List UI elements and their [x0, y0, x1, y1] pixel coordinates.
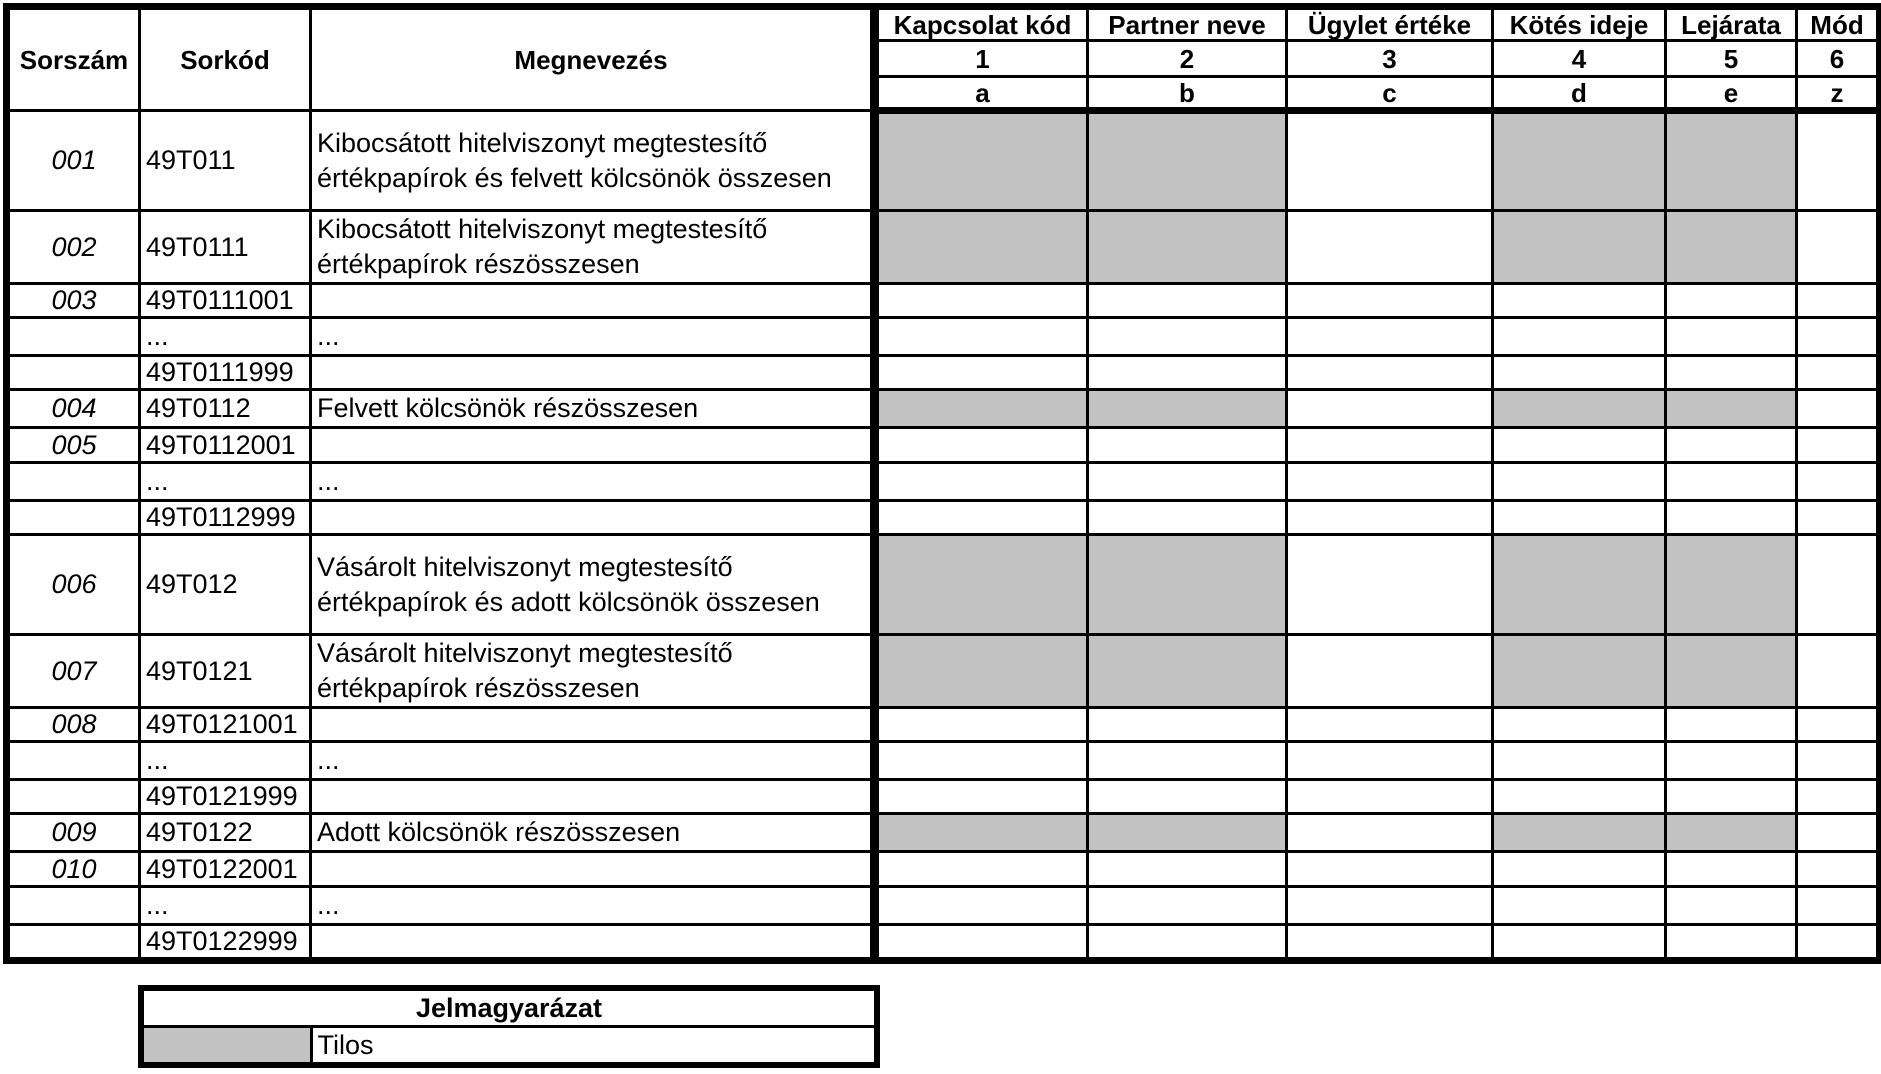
input-cell[interactable]	[1797, 852, 1880, 887]
input-cell[interactable]	[875, 887, 1088, 925]
input-cell[interactable]	[1287, 284, 1493, 318]
input-cell[interactable]	[1287, 887, 1493, 925]
input-cell[interactable]	[1797, 814, 1880, 852]
row-serial: 008	[7, 708, 140, 742]
row-serial: 006	[7, 535, 140, 635]
forbidden-cell	[875, 814, 1088, 852]
input-cell[interactable]	[1088, 742, 1287, 780]
header-code: Sorkód	[140, 7, 311, 111]
input-cell[interactable]	[1287, 635, 1493, 708]
row-name	[311, 708, 875, 742]
table-row	[7, 356, 1880, 390]
input-cell[interactable]	[1797, 284, 1880, 318]
row-serial	[7, 887, 140, 925]
header-col-title: Kapcsolat kód	[875, 7, 1088, 41]
input-cell[interactable]	[1666, 356, 1797, 390]
input-cell[interactable]	[1287, 814, 1493, 852]
input-cell[interactable]	[1493, 742, 1666, 780]
input-cell[interactable]	[1666, 780, 1797, 814]
forbidden-cell	[1666, 211, 1797, 284]
input-cell[interactable]	[1493, 925, 1666, 961]
forbidden-cell	[875, 535, 1088, 635]
header-col-number: 5	[1666, 41, 1797, 77]
input-cell[interactable]	[1666, 887, 1797, 925]
row-code: 49T011	[140, 111, 311, 211]
input-cell[interactable]	[1666, 925, 1797, 961]
input-cell[interactable]	[1493, 708, 1666, 742]
input-cell[interactable]	[875, 318, 1088, 356]
input-cell[interactable]	[1797, 463, 1880, 501]
row-code: 49T0122999	[140, 925, 311, 961]
forbidden-cell	[1088, 814, 1287, 852]
forbidden-cell	[1493, 535, 1666, 635]
input-cell[interactable]	[875, 356, 1088, 390]
input-cell[interactable]	[1088, 925, 1287, 961]
input-cell[interactable]	[1287, 211, 1493, 284]
row-serial	[7, 925, 140, 961]
input-cell[interactable]	[1287, 925, 1493, 961]
forbidden-cell	[1666, 390, 1797, 428]
row-serial	[7, 742, 140, 780]
row-serial: 009	[7, 814, 140, 852]
table-row	[7, 742, 1880, 780]
row-name	[311, 428, 875, 463]
row-code: 49T0111	[140, 211, 311, 284]
forbidden-cell	[1493, 390, 1666, 428]
row-code: ...	[140, 318, 311, 356]
table-row	[7, 428, 1880, 463]
header-col-number: 3	[1287, 41, 1493, 77]
row-serial	[7, 780, 140, 814]
header-col-letter: z	[1797, 77, 1880, 111]
row-name	[311, 356, 875, 390]
header-col-title: Mód	[1797, 7, 1880, 41]
row-code: 49T012	[140, 535, 311, 635]
header-col-title: Kötés ideje	[1493, 7, 1666, 41]
input-cell[interactable]	[1493, 780, 1666, 814]
input-cell[interactable]	[1797, 780, 1880, 814]
forbidden-cell	[1666, 111, 1797, 211]
row-name: ...	[311, 887, 875, 925]
forbidden-cell	[875, 390, 1088, 428]
table-row	[7, 708, 1880, 742]
input-cell[interactable]	[1493, 284, 1666, 318]
input-cell[interactable]	[1797, 428, 1880, 463]
header-col-number: 4	[1493, 41, 1666, 77]
row-code: 49T0122001	[140, 852, 311, 887]
data-table	[3, 3, 1881, 964]
input-cell[interactable]	[875, 284, 1088, 318]
table-row	[7, 390, 1880, 428]
header-col-letter: d	[1493, 77, 1666, 111]
header-col-title: Lejárata	[1666, 7, 1797, 41]
forbidden-cell	[1493, 814, 1666, 852]
forbidden-cell	[1666, 814, 1797, 852]
header-col-number: 6	[1797, 41, 1880, 77]
row-code: 49T0121001	[140, 708, 311, 742]
row-name	[311, 852, 875, 887]
header-name: Megnevezés	[311, 7, 875, 111]
header-serial: Sorszám	[7, 7, 140, 111]
input-cell[interactable]	[1287, 535, 1493, 635]
input-cell[interactable]	[875, 501, 1088, 535]
row-code: 49T0112999	[140, 501, 311, 535]
input-cell[interactable]	[875, 742, 1088, 780]
forbidden-cell	[1493, 211, 1666, 284]
header-col-title: Partner neve	[1088, 7, 1287, 41]
header-col-letter: b	[1088, 77, 1287, 111]
input-cell[interactable]	[1088, 463, 1287, 501]
row-name: Kibocsátott hitelviszonyt megtestesítő értékpapírok részösszesen	[311, 211, 875, 284]
header-col-letter: e	[1666, 77, 1797, 111]
input-cell[interactable]	[1493, 887, 1666, 925]
input-cell[interactable]	[1287, 708, 1493, 742]
row-serial: 010	[7, 852, 140, 887]
input-cell[interactable]	[1287, 742, 1493, 780]
row-name: ...	[311, 742, 875, 780]
input-cell[interactable]	[1287, 463, 1493, 501]
input-cell[interactable]	[1666, 852, 1797, 887]
forbidden-cell	[1666, 635, 1797, 708]
input-cell[interactable]	[1666, 742, 1797, 780]
row-code: 49T0122	[140, 814, 311, 852]
input-cell[interactable]	[1797, 535, 1880, 635]
input-cell[interactable]	[1797, 390, 1880, 428]
input-cell[interactable]	[1493, 428, 1666, 463]
forbidden-cell	[1666, 535, 1797, 635]
forbidden-cell	[875, 211, 1088, 284]
input-cell[interactable]	[1666, 318, 1797, 356]
table-row	[7, 535, 1880, 635]
table-row	[7, 318, 1880, 356]
header-col-title: Ügylet értéke	[1287, 7, 1493, 41]
input-cell[interactable]	[875, 708, 1088, 742]
row-serial	[7, 463, 140, 501]
row-code: ...	[140, 463, 311, 501]
row-code: 49T0112	[140, 390, 311, 428]
input-cell[interactable]	[1088, 780, 1287, 814]
forbidden-cell	[1088, 211, 1287, 284]
input-cell[interactable]	[1797, 318, 1880, 356]
input-cell[interactable]	[1797, 356, 1880, 390]
row-serial: 002	[7, 211, 140, 284]
input-cell[interactable]	[1797, 742, 1880, 780]
forbidden-cell	[875, 111, 1088, 211]
legend-label: Tilos	[311, 1027, 877, 1066]
table-row	[7, 501, 1880, 535]
input-cell[interactable]	[1493, 463, 1666, 501]
header-col-number: 2	[1088, 41, 1287, 77]
table-row	[7, 635, 1880, 708]
row-code: 49T0121	[140, 635, 311, 708]
input-cell[interactable]	[1287, 318, 1493, 356]
row-serial: 004	[7, 390, 140, 428]
legend-title: Jelmagyarázat	[141, 988, 877, 1027]
header-col-letter: a	[875, 77, 1088, 111]
input-cell[interactable]	[1797, 887, 1880, 925]
input-cell[interactable]	[1088, 708, 1287, 742]
row-code: 49T0121999	[140, 780, 311, 814]
row-code: 49T0111999	[140, 356, 311, 390]
input-cell[interactable]	[1666, 463, 1797, 501]
row-serial: 003	[7, 284, 140, 318]
input-cell[interactable]	[875, 428, 1088, 463]
input-cell[interactable]	[1493, 318, 1666, 356]
input-cell[interactable]	[1797, 635, 1880, 708]
table-row	[7, 463, 1880, 501]
input-cell[interactable]	[1088, 428, 1287, 463]
table-row	[7, 780, 1880, 814]
table-row	[7, 852, 1880, 887]
input-cell[interactable]	[1666, 708, 1797, 742]
row-serial: 005	[7, 428, 140, 463]
forbidden-cell	[1493, 635, 1666, 708]
row-serial: 001	[7, 111, 140, 211]
row-serial	[7, 356, 140, 390]
input-cell[interactable]	[1088, 356, 1287, 390]
input-cell[interactable]	[1797, 925, 1880, 961]
row-name: Adott kölcsönök részösszesen	[311, 814, 875, 852]
input-cell[interactable]	[875, 925, 1088, 961]
row-code: 49T0111001	[140, 284, 311, 318]
forbidden-cell	[1088, 535, 1287, 635]
input-cell[interactable]	[875, 463, 1088, 501]
row-serial	[7, 318, 140, 356]
input-cell[interactable]	[1287, 852, 1493, 887]
input-cell[interactable]	[875, 852, 1088, 887]
input-cell[interactable]	[1797, 708, 1880, 742]
input-cell[interactable]	[875, 780, 1088, 814]
forbidden-cell	[875, 635, 1088, 708]
row-name: Kibocsátott hitelviszonyt megtestesítő értékpapírok és felvett kölcsönök összesen	[311, 111, 875, 211]
input-cell[interactable]	[1493, 356, 1666, 390]
table-row	[7, 887, 1880, 925]
input-cell[interactable]	[1666, 501, 1797, 535]
input-cell[interactable]	[1666, 284, 1797, 318]
row-name: ...	[311, 318, 875, 356]
input-cell[interactable]	[1493, 852, 1666, 887]
input-cell[interactable]	[1797, 501, 1880, 535]
legend-swatch	[141, 1027, 311, 1066]
input-cell[interactable]	[1088, 501, 1287, 535]
row-code: ...	[140, 887, 311, 925]
input-cell[interactable]	[1287, 356, 1493, 390]
forbidden-cell	[1088, 111, 1287, 211]
row-name	[311, 780, 875, 814]
row-name	[311, 284, 875, 318]
input-cell[interactable]	[1088, 887, 1287, 925]
input-cell[interactable]	[1287, 501, 1493, 535]
input-cell[interactable]	[1287, 390, 1493, 428]
legend	[138, 985, 880, 1068]
forbidden-cell	[1088, 635, 1287, 708]
input-cell[interactable]	[1088, 318, 1287, 356]
input-cell[interactable]	[1797, 111, 1880, 211]
row-code: 49T0112001	[140, 428, 311, 463]
row-serial: 007	[7, 635, 140, 708]
table-row	[7, 211, 1880, 284]
input-cell[interactable]	[1287, 111, 1493, 211]
row-name: Vásárolt hitelviszonyt megtestesítő értékpapírok részösszesen	[311, 635, 875, 708]
table-row	[7, 111, 1880, 211]
table-row	[7, 814, 1880, 852]
input-cell[interactable]	[1493, 501, 1666, 535]
input-cell[interactable]	[1666, 428, 1797, 463]
table-row	[7, 284, 1880, 318]
table-body	[7, 111, 1880, 961]
forbidden-cell	[1493, 111, 1666, 211]
input-cell[interactable]	[1088, 284, 1287, 318]
input-cell[interactable]	[1797, 211, 1880, 284]
row-name: Felvett kölcsönök részösszesen	[311, 390, 875, 428]
row-code: ...	[140, 742, 311, 780]
header-col-number: 1	[875, 41, 1088, 77]
input-cell[interactable]	[1287, 428, 1493, 463]
row-name: ...	[311, 463, 875, 501]
forbidden-cell	[1088, 390, 1287, 428]
row-name: Vásárolt hitelviszonyt megtestesítő értékpapírok és adott kölcsönök összesen	[311, 535, 875, 635]
row-name	[311, 501, 875, 535]
table-row	[7, 925, 1880, 961]
input-cell[interactable]	[1088, 852, 1287, 887]
row-serial	[7, 501, 140, 535]
header-col-letter: c	[1287, 77, 1493, 111]
input-cell[interactable]	[1287, 780, 1493, 814]
row-name	[311, 925, 875, 961]
